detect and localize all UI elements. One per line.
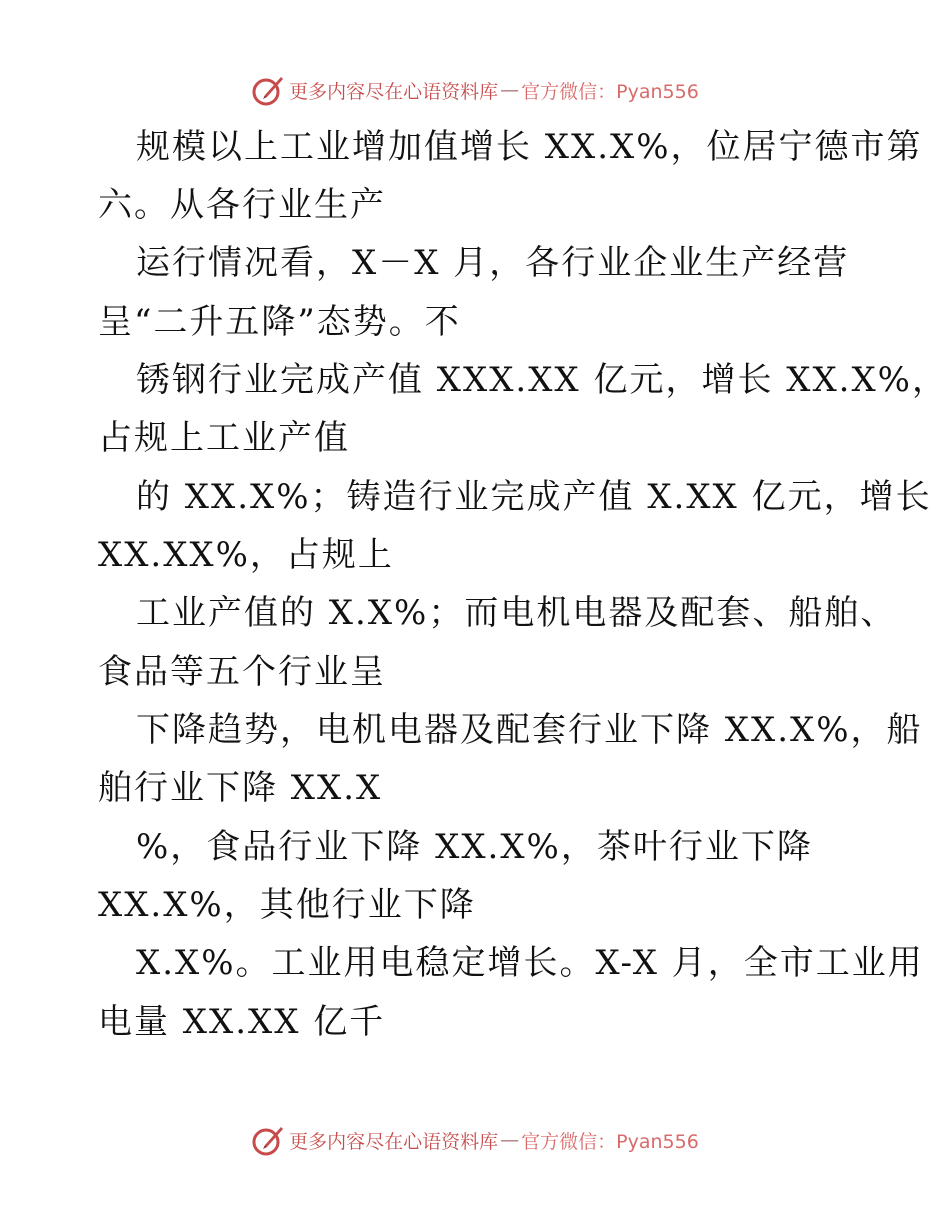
body-line: 下降趋势，电机电器及配套行业下降 XX.X%，船: [136, 710, 923, 750]
body-line: 六。从各行业生产: [98, 185, 386, 225]
body-line: %，食品行业下降 XX.X%，茶叶行业下降: [136, 827, 813, 867]
pen-logo-icon: [251, 73, 285, 107]
body-line: 规模以上工业增加值增长 XX.X%，位居宁德市第: [136, 127, 923, 167]
body-line: X.X%。工业用电稳定增长。X-X 月，全市工业用: [136, 943, 924, 983]
body-line: XX.XX%，占规上: [98, 535, 394, 575]
banner-separator: —: [500, 79, 520, 101]
body-line: XX.X%，其他行业下降: [98, 885, 476, 925]
footer-banner: [0, 1120, 950, 1160]
body-line: 食品等五个行业呈: [98, 652, 386, 692]
pen-logo-icon: [251, 1123, 285, 1157]
body-line: 运行情况看，X－X 月，各行业企业生产经营: [136, 243, 850, 283]
body-line: 的 XX.X%；铸造行业完成产值 X.XX 亿元，增长: [136, 477, 932, 517]
banner-text: 更多内容尽在心语资料库: [289, 80, 499, 103]
body-line: 电量 XX.XX 亿千: [98, 1002, 386, 1042]
body-line: 锈钢行业完成产值 XXX.XX 亿元，增长 XX.X%，: [136, 360, 948, 400]
banner-wechat: 官方微信：Pyan556: [521, 80, 699, 103]
header-banner: [0, 70, 950, 110]
banner-text: 更多内容尽在心语资料库: [289, 1130, 499, 1153]
banner-wechat: 官方微信：Pyan556: [521, 1130, 699, 1153]
body-line: 舶行业下降 XX.X: [98, 768, 383, 808]
banner-separator: —: [500, 1129, 520, 1151]
body-line: 呈“二升五降”态势。不: [98, 302, 461, 342]
body-line: 占规上工业产值: [98, 418, 350, 458]
body-line: 工业产值的 X.X%；而电机电器及配套、船舶、: [136, 593, 897, 633]
